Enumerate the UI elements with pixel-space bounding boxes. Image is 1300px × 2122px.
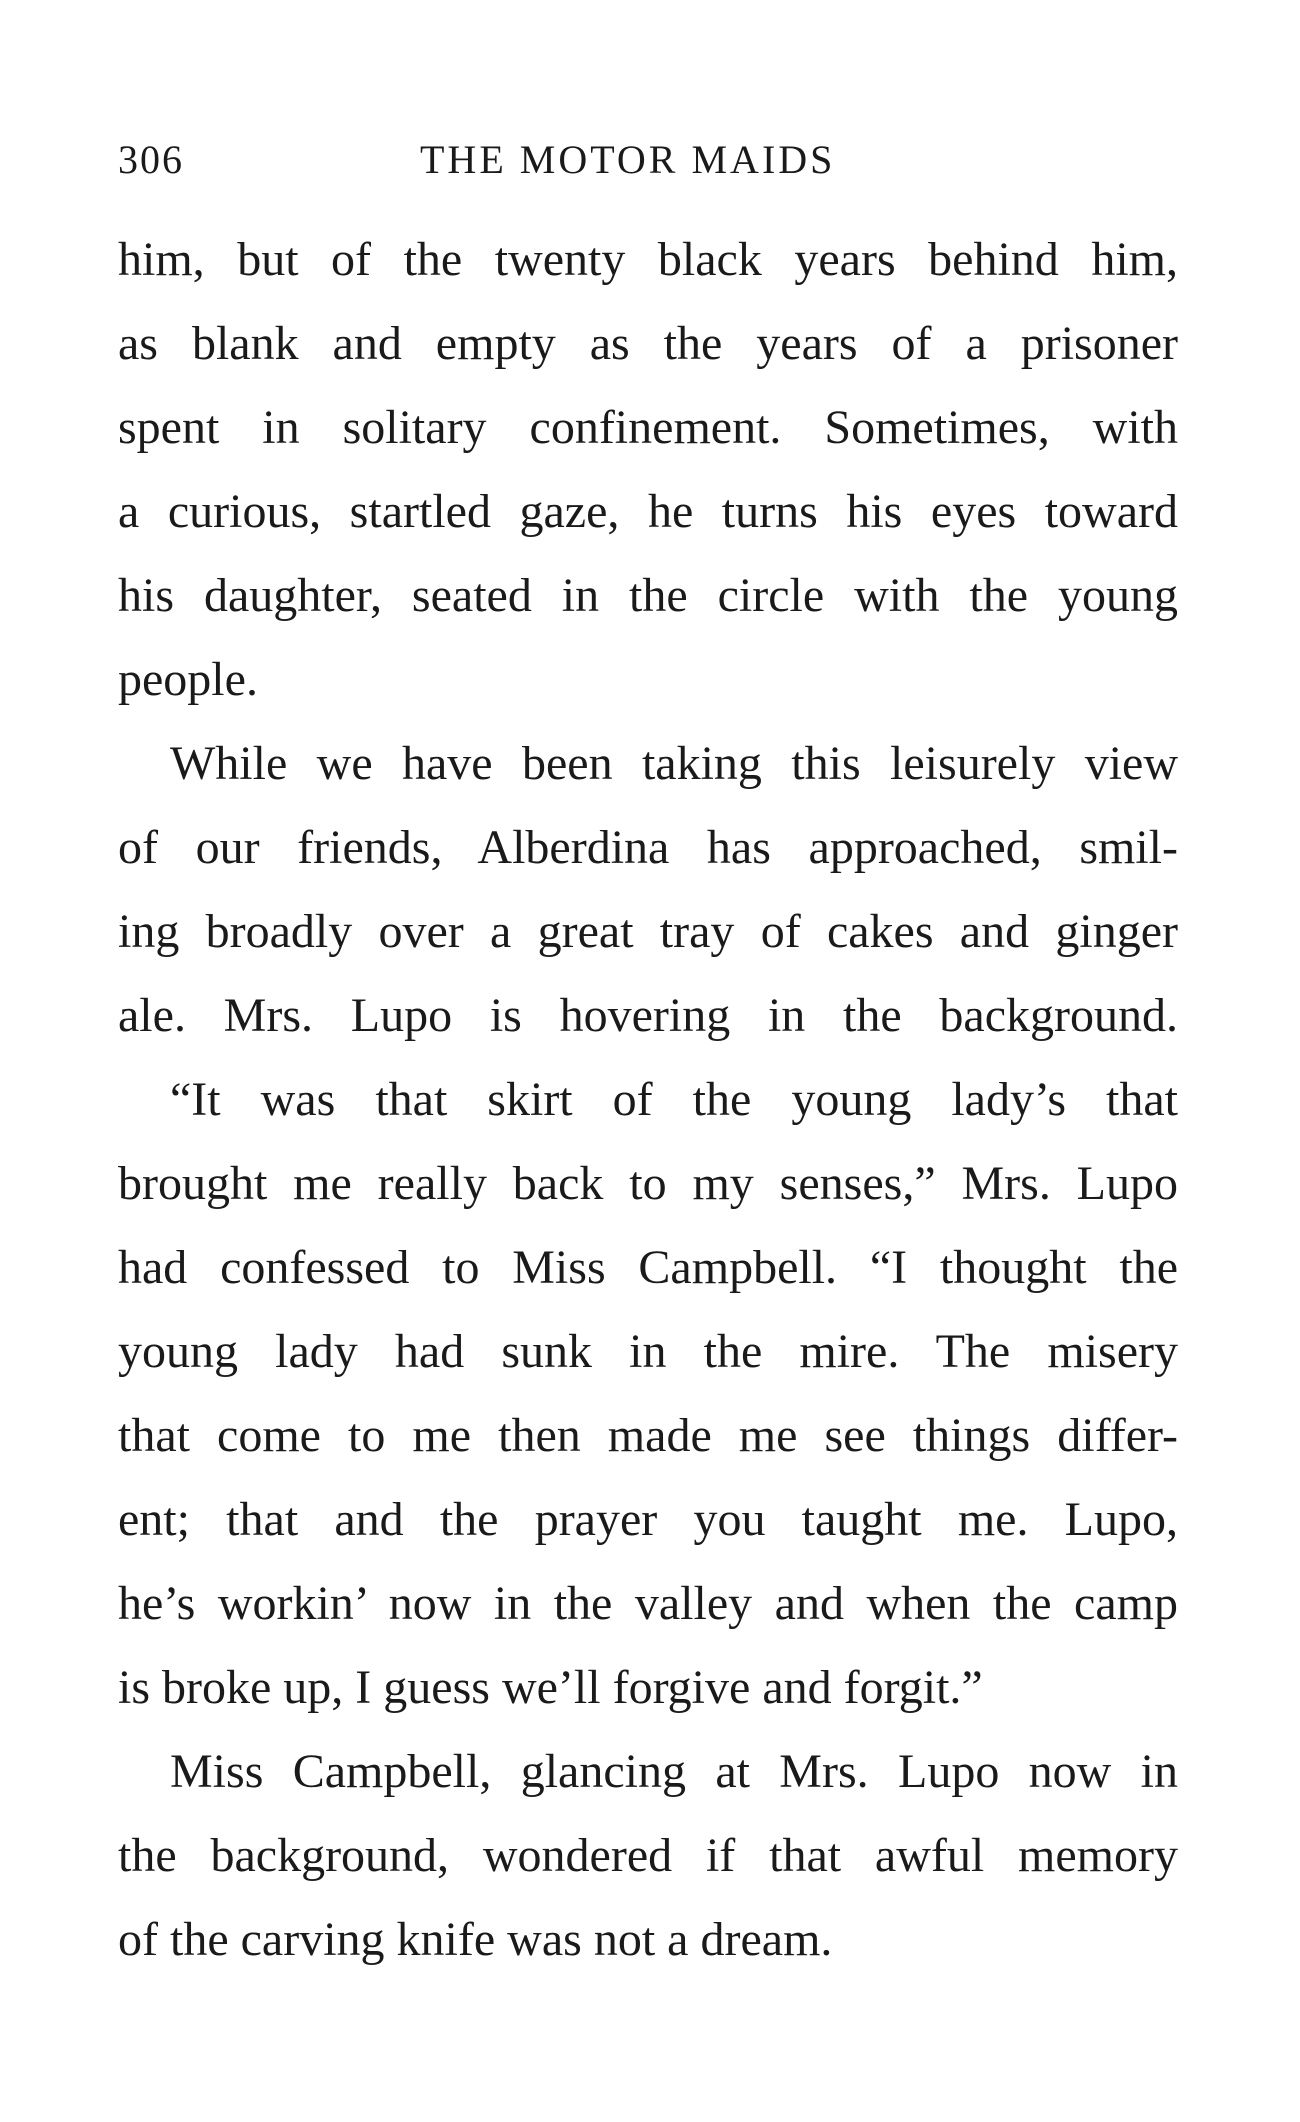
text-line: While we have been taking this leisurely view <box>170 737 1178 790</box>
body-text <box>118 218 1178 1982</box>
text-line: brought me really back to my senses,” Mrs. Lupo <box>118 1157 1178 1210</box>
text-line: his daughter, seated in the circle with the young <box>118 569 1178 622</box>
text-line: ent; that and the prayer you taught me. Lupo, <box>118 1493 1178 1546</box>
text-line: “It was that skirt of the young lady’s that <box>170 1073 1178 1126</box>
text-line: ing broadly over a great tray of cakes and ginger <box>118 905 1178 958</box>
text-line: that come to me then made me see things differ- <box>118 1409 1178 1462</box>
text-line: he’s workin’ now in the valley and when the camp <box>118 1577 1178 1630</box>
page-number: 306 <box>118 137 184 182</box>
text-line: him, but of the twenty black years behind him, <box>118 233 1178 286</box>
text-line: of our friends, Alberdina has approached, smil- <box>118 821 1178 874</box>
text-line: had confessed to Miss Campbell. “I thought the <box>118 1241 1178 1294</box>
text-line: is broke up, I guess we’ll forgive and forgit.” <box>118 1661 983 1714</box>
text-line: people. <box>118 653 258 706</box>
text-line: the background, wondered if that awful memory <box>118 1829 1178 1882</box>
running-title: THE MOTOR MAIDS <box>420 137 836 182</box>
text-line: spent in solitary confinement. Sometimes, with <box>118 401 1178 454</box>
text-line: ale. Mrs. Lupo is hovering in the background. <box>118 989 1178 1042</box>
text-line: of the carving knife was not a dream. <box>118 1913 833 1966</box>
text-line: as blank and empty as the years of a prisoner <box>118 317 1178 370</box>
text-line: a curious, startled gaze, he turns his eyes toward <box>118 485 1178 538</box>
text-line: young lady had sunk in the mire. The misery <box>118 1325 1178 1378</box>
page-header <box>118 136 878 186</box>
text-line: Miss Campbell, glancing at Mrs. Lupo now in <box>170 1745 1178 1798</box>
